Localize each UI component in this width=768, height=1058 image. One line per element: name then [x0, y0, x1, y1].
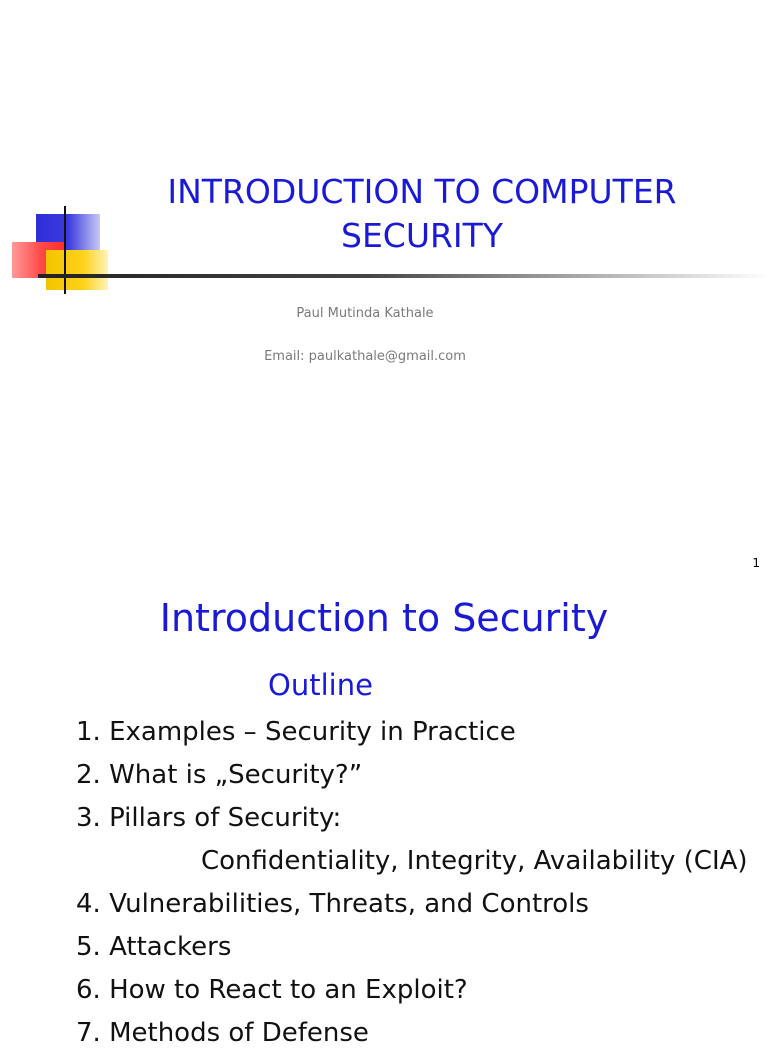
author-email: Email: paulkathale@gmail.com	[264, 349, 466, 364]
outline-item: 1. Examples – Security in Practice	[76, 717, 516, 747]
yellow-square-decoration	[46, 250, 108, 290]
outline-item: 4. Vulnerabilities, Threats, and Controls	[76, 889, 589, 919]
horizontal-rule	[38, 274, 768, 278]
vertical-rule	[64, 206, 66, 294]
outline-subitem: Confidentiality, Integrity, Availability (CIA)	[201, 846, 748, 876]
outline-item: 6. How to React to an Exploit?	[76, 975, 468, 1005]
outline-slide-title: Introduction to Security	[159, 596, 609, 640]
outline-heading: Outline	[268, 668, 373, 702]
outline-item: 2. What is „Security?”	[76, 760, 363, 790]
author-name: Paul Mutinda Kathale	[296, 306, 434, 321]
outline-item: 7. Methods of Defense	[76, 1018, 369, 1048]
outline-item: 5. Attackers	[76, 932, 232, 962]
outline-item: 3. Pillars of Security:	[76, 803, 342, 833]
outline-list	[76, 714, 748, 1058]
outline-slide	[0, 576, 768, 1048]
slide-title: INTRODUCTION TO COMPUTER SECURITY	[167, 172, 677, 255]
page-number: 1	[752, 556, 760, 570]
